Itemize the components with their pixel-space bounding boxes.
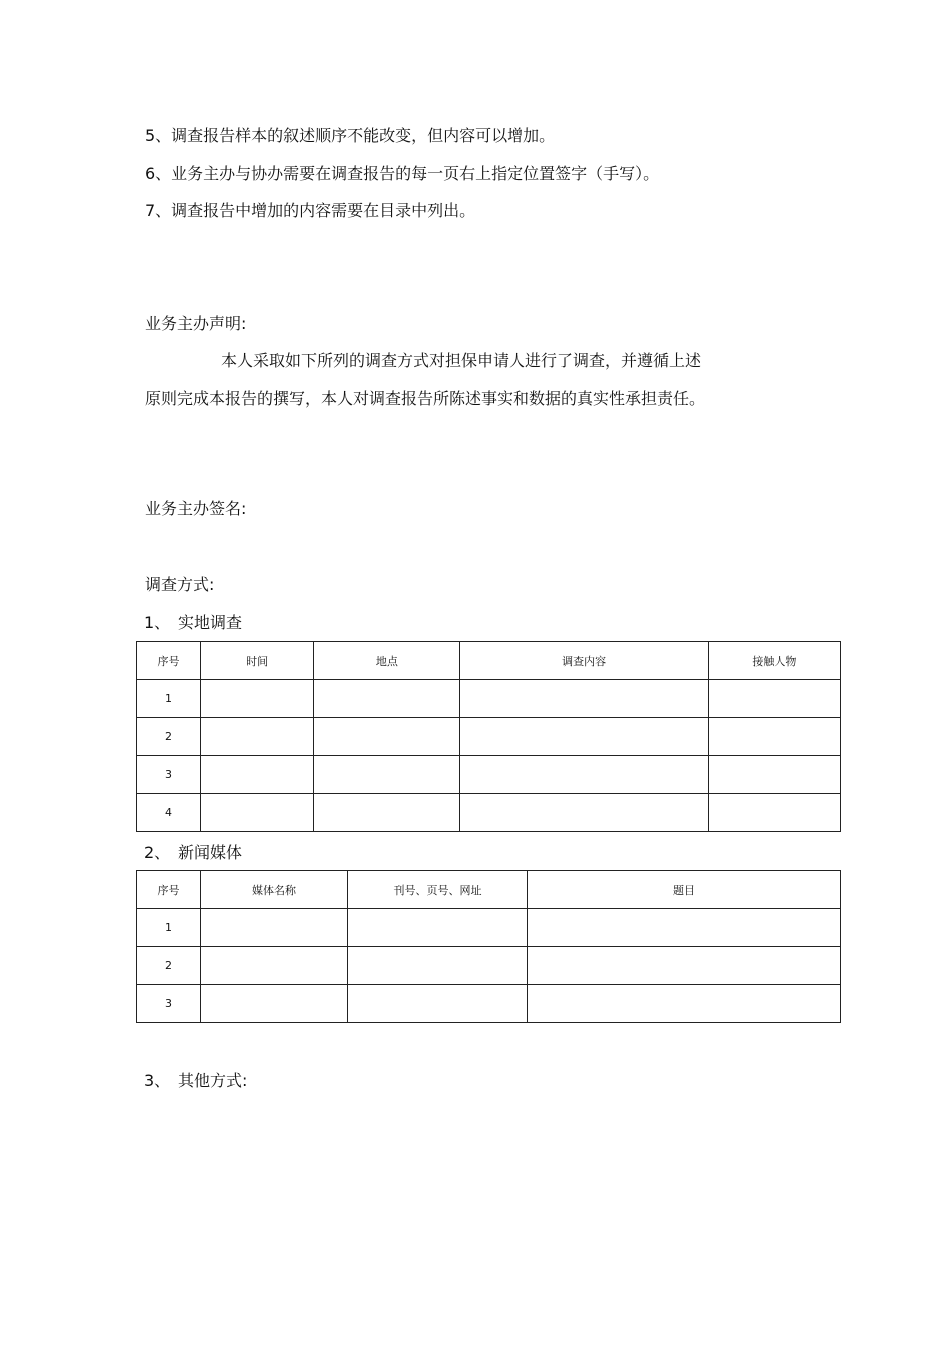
empty-cell[interactable] xyxy=(314,718,460,756)
row-index-cell: 2 xyxy=(137,718,201,756)
empty-cell[interactable] xyxy=(708,680,840,718)
empty-cell[interactable] xyxy=(314,756,460,794)
declaration-line-2: 原则完成本报告的撰写，本人对调查报告所陈述事实和数据的真实性承担责任。 xyxy=(145,389,706,408)
section-3-heading xyxy=(144,1071,247,1091)
empty-cell[interactable] xyxy=(201,947,348,985)
empty-cell[interactable] xyxy=(348,909,528,947)
table-header-row xyxy=(137,642,841,680)
empty-cell[interactable] xyxy=(348,985,528,1023)
empty-cell[interactable] xyxy=(460,794,708,832)
row-index-cell: 3 xyxy=(137,756,201,794)
section-3-title: 其他方式: xyxy=(178,1071,248,1090)
table-row xyxy=(137,794,841,832)
empty-cell[interactable] xyxy=(708,794,840,832)
section-1-heading xyxy=(144,613,242,633)
section-1-number: 1、 xyxy=(144,613,171,632)
empty-cell[interactable] xyxy=(314,680,460,718)
empty-cell[interactable] xyxy=(460,680,708,718)
header-cell: 接触人物 xyxy=(708,642,840,680)
section-1-title: 实地调查 xyxy=(178,613,243,632)
row-index-cell: 1 xyxy=(137,680,201,718)
table-row xyxy=(137,756,841,794)
empty-cell[interactable] xyxy=(528,985,841,1023)
table-row xyxy=(137,985,841,1023)
note-7: 7、调查报告中增加的内容需要在目录中列出。 xyxy=(145,201,476,220)
empty-cell[interactable] xyxy=(528,947,841,985)
empty-cell[interactable] xyxy=(201,909,348,947)
row-index-cell: 3 xyxy=(137,985,201,1023)
section-2-heading xyxy=(144,843,242,863)
empty-cell[interactable] xyxy=(708,756,840,794)
declaration-heading: 业务主办声明: xyxy=(145,314,247,333)
section-3-number: 3、 xyxy=(144,1071,171,1090)
table-row xyxy=(137,947,841,985)
note-5: 5、调查报告样本的叙述顺序不能改变，但内容可以增加。 xyxy=(145,126,556,145)
empty-cell[interactable] xyxy=(708,718,840,756)
signature-label: 业务主办签名: xyxy=(145,499,247,518)
declaration-line-1: 本人采取如下所列的调查方式对担保申请人进行了调查，并遵循上述 xyxy=(221,351,702,370)
table-row xyxy=(137,718,841,756)
row-index-cell: 1 xyxy=(137,909,201,947)
header-cell: 媒体名称 xyxy=(201,871,348,909)
row-index-cell: 2 xyxy=(137,947,201,985)
row-index-cell: 4 xyxy=(137,794,201,832)
news-media-table xyxy=(136,870,841,1023)
empty-cell[interactable] xyxy=(314,794,460,832)
site-investigation-table xyxy=(136,641,841,832)
empty-cell[interactable] xyxy=(201,680,314,718)
empty-cell[interactable] xyxy=(201,985,348,1023)
header-cell: 题目 xyxy=(528,871,841,909)
methods-heading: 调查方式: xyxy=(145,575,215,594)
empty-cell[interactable] xyxy=(460,756,708,794)
header-cell: 调查内容 xyxy=(460,642,708,680)
note-6: 6、业务主办与协办需要在调查报告的每一页右上指定位置签字（手写）。 xyxy=(145,164,660,183)
empty-cell[interactable] xyxy=(201,794,314,832)
empty-cell[interactable] xyxy=(348,947,528,985)
table-header-row xyxy=(137,871,841,909)
empty-cell[interactable] xyxy=(528,909,841,947)
table-row xyxy=(137,909,841,947)
section-2-title: 新闻媒体 xyxy=(178,843,243,862)
header-cell: 刊号、页号、网址 xyxy=(348,871,528,909)
header-cell: 序号 xyxy=(137,642,201,680)
table-row xyxy=(137,680,841,718)
header-cell: 序号 xyxy=(137,871,201,909)
header-cell: 时间 xyxy=(201,642,314,680)
empty-cell[interactable] xyxy=(201,756,314,794)
empty-cell[interactable] xyxy=(201,718,314,756)
section-2-number: 2、 xyxy=(144,843,171,862)
header-cell: 地点 xyxy=(314,642,460,680)
empty-cell[interactable] xyxy=(460,718,708,756)
